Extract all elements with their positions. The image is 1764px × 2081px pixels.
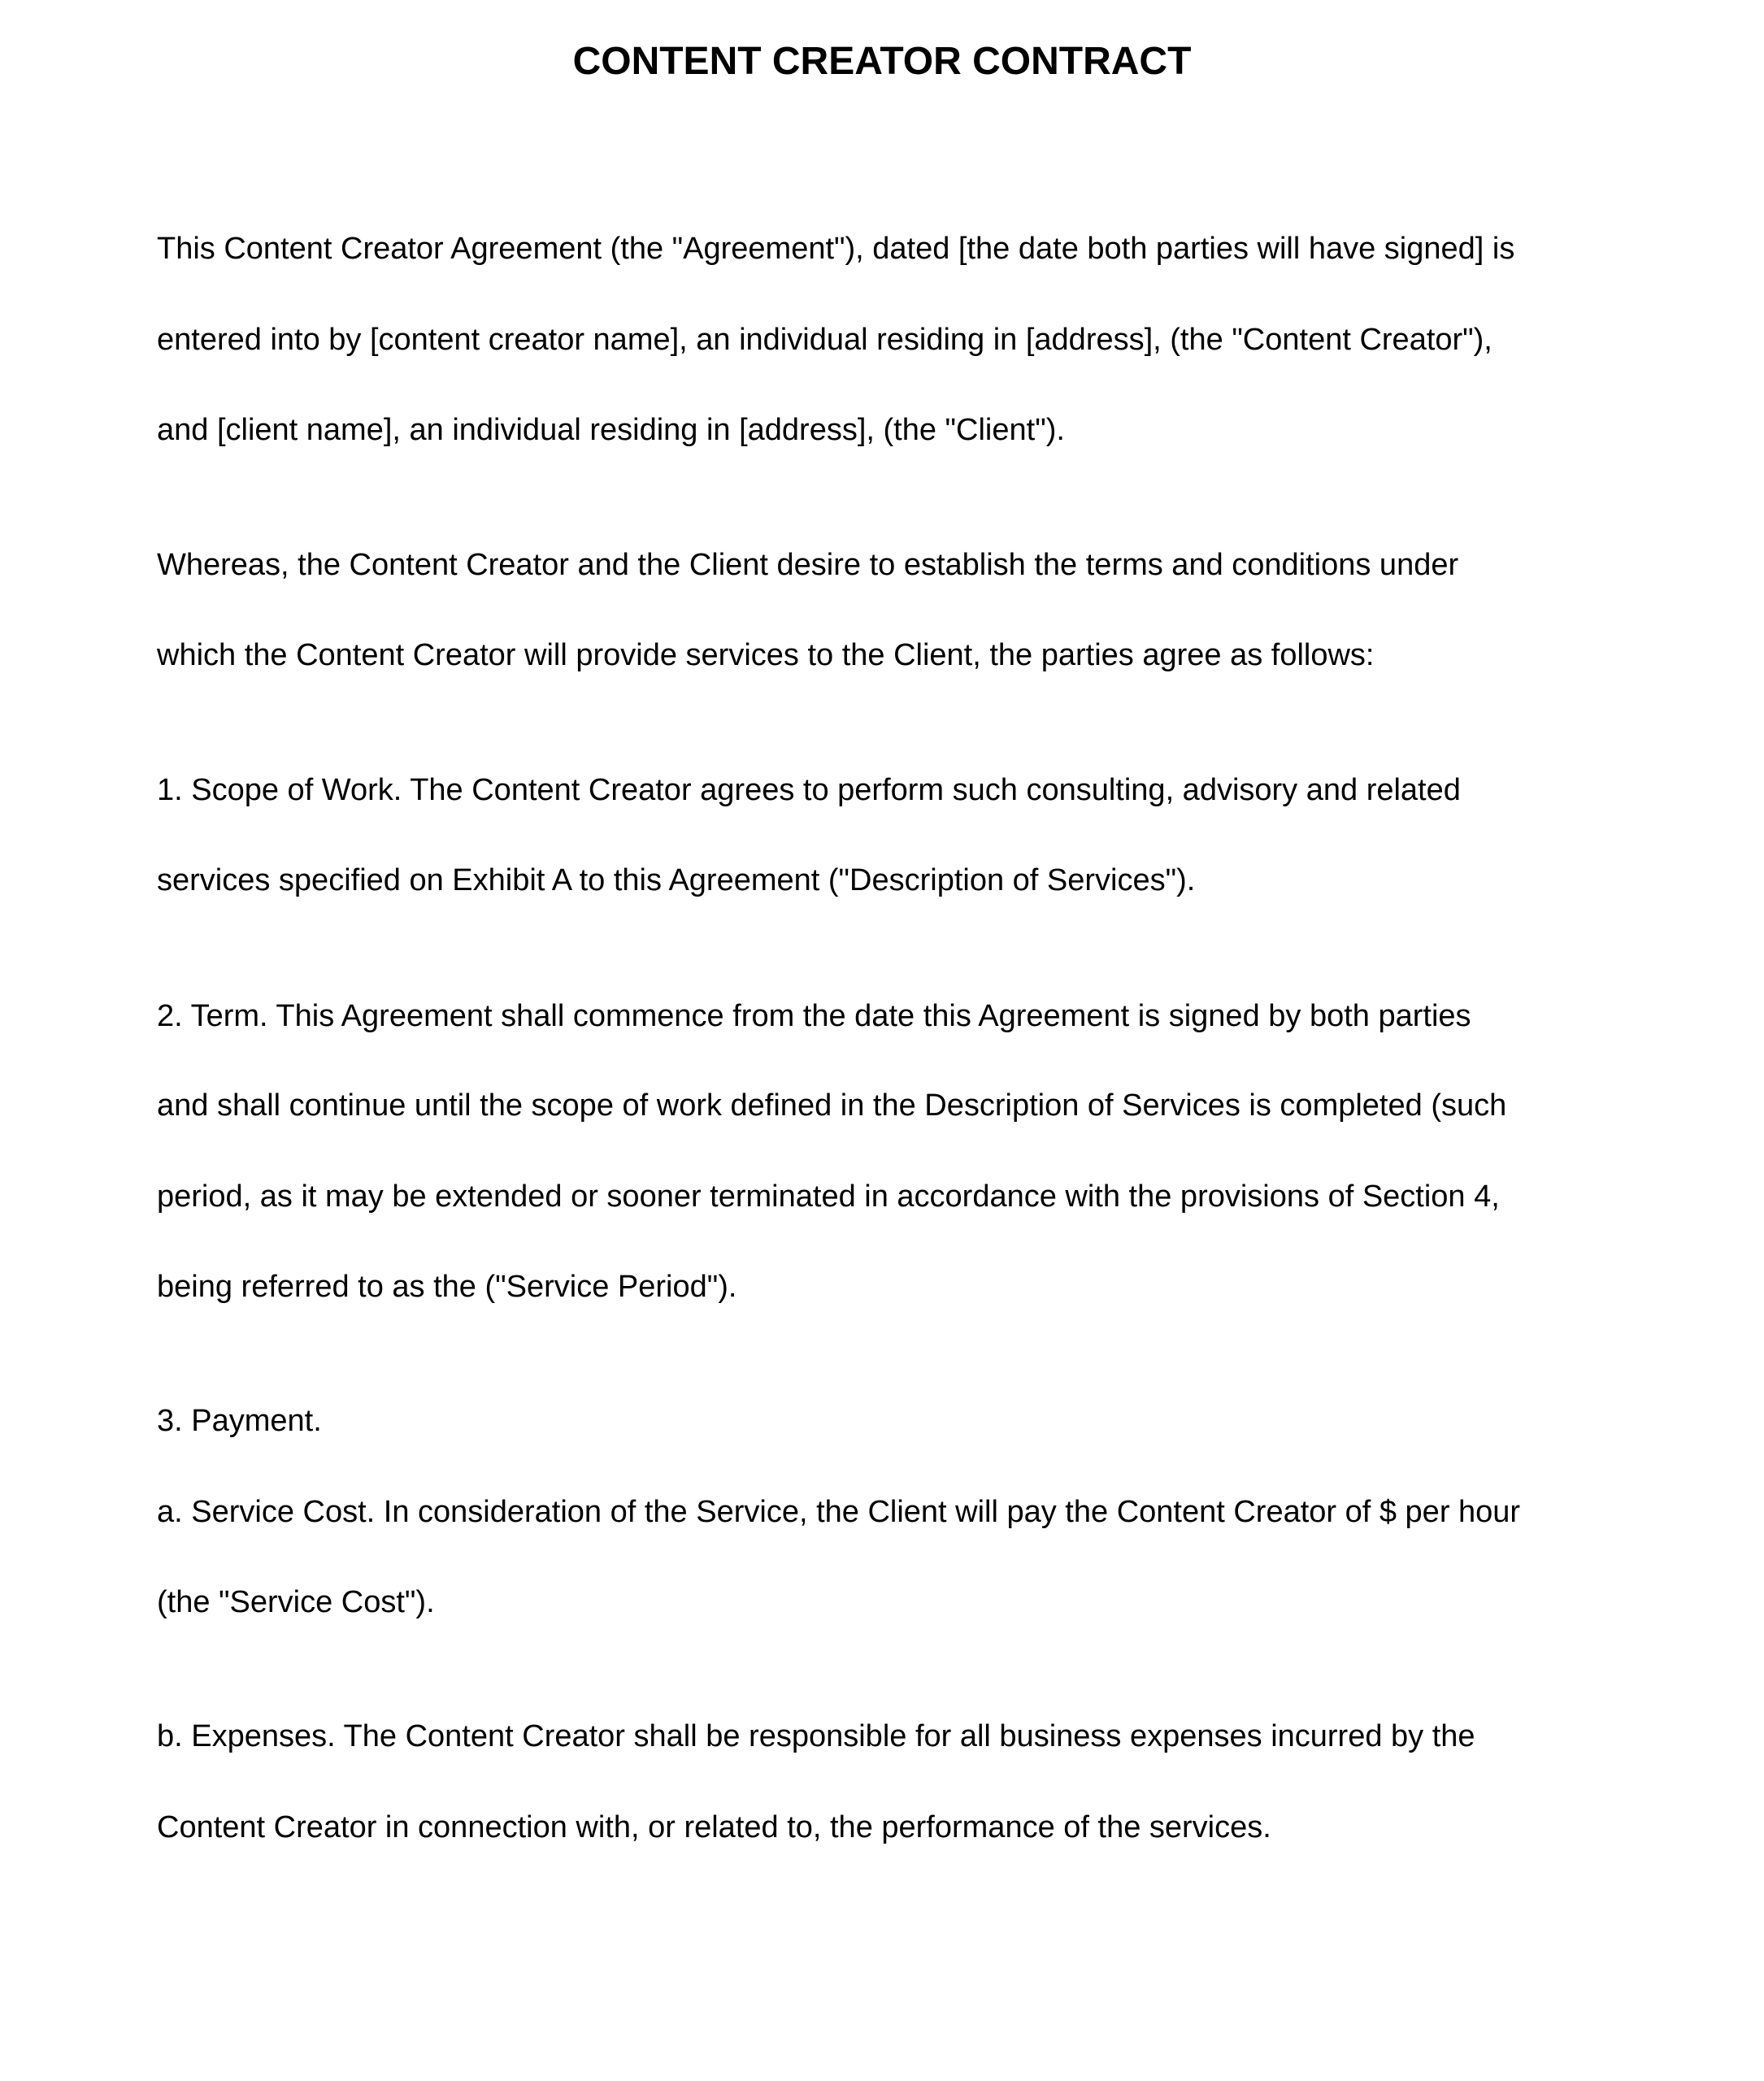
section-2-line-2: and shall continue until the scope of work defined in the Description of Services is completed (such — [157, 1088, 1507, 1123]
intro-line-3: and [client name], an individual residing in [address], (the "Client"). — [157, 413, 1065, 447]
section-2-line-3: period, as it may be extended or sooner terminated in accordance with the provisions of Section 4, — [157, 1180, 1500, 1214]
section-2-line-1: 2. Term. This Agreement shall commence from the date this Agreement is signed by both parties — [157, 999, 1471, 1033]
document-title: CONTENT CREATOR CONTRACT — [572, 40, 1192, 83]
section-3b-line-1: b. Expenses. The Content Creator shall be responsible for all business expenses incurred by the — [157, 1719, 1475, 1753]
section-3a-line-1: a. Service Cost. In consideration of the Service, the Client will pay the Content Creator of $ per hour — [157, 1495, 1521, 1529]
section-3a-line-2: (the "Service Cost"). — [157, 1585, 435, 1619]
section-2-line-4: being referred to as the ("Service Period"). — [157, 1270, 737, 1304]
section-1-line-1: 1. Scope of Work. The Content Creator agrees to perform such consulting, advisory and related — [157, 773, 1461, 807]
intro-line-1: This Content Creator Agreement (the "Agreement"), dated [the date both parties will have signed] is — [157, 232, 1515, 266]
whereas-line-2: which the Content Creator will provide services to the Client, the parties agree as follows: — [157, 638, 1375, 672]
whereas-line-1: Whereas, the Content Creator and the Client desire to establish the terms and conditions under — [157, 548, 1459, 582]
section-3-heading: 3. Payment. — [157, 1404, 322, 1438]
section-3b-line-2: Content Creator in connection with, or related to, the performance of the services. — [157, 1810, 1271, 1844]
intro-line-2: entered into by [content creator name], an individual residing in [address], (the "Content Creator"), — [157, 323, 1492, 357]
section-1-line-2: services specified on Exhibit A to this Agreement ("Description of Services"). — [157, 863, 1196, 897]
